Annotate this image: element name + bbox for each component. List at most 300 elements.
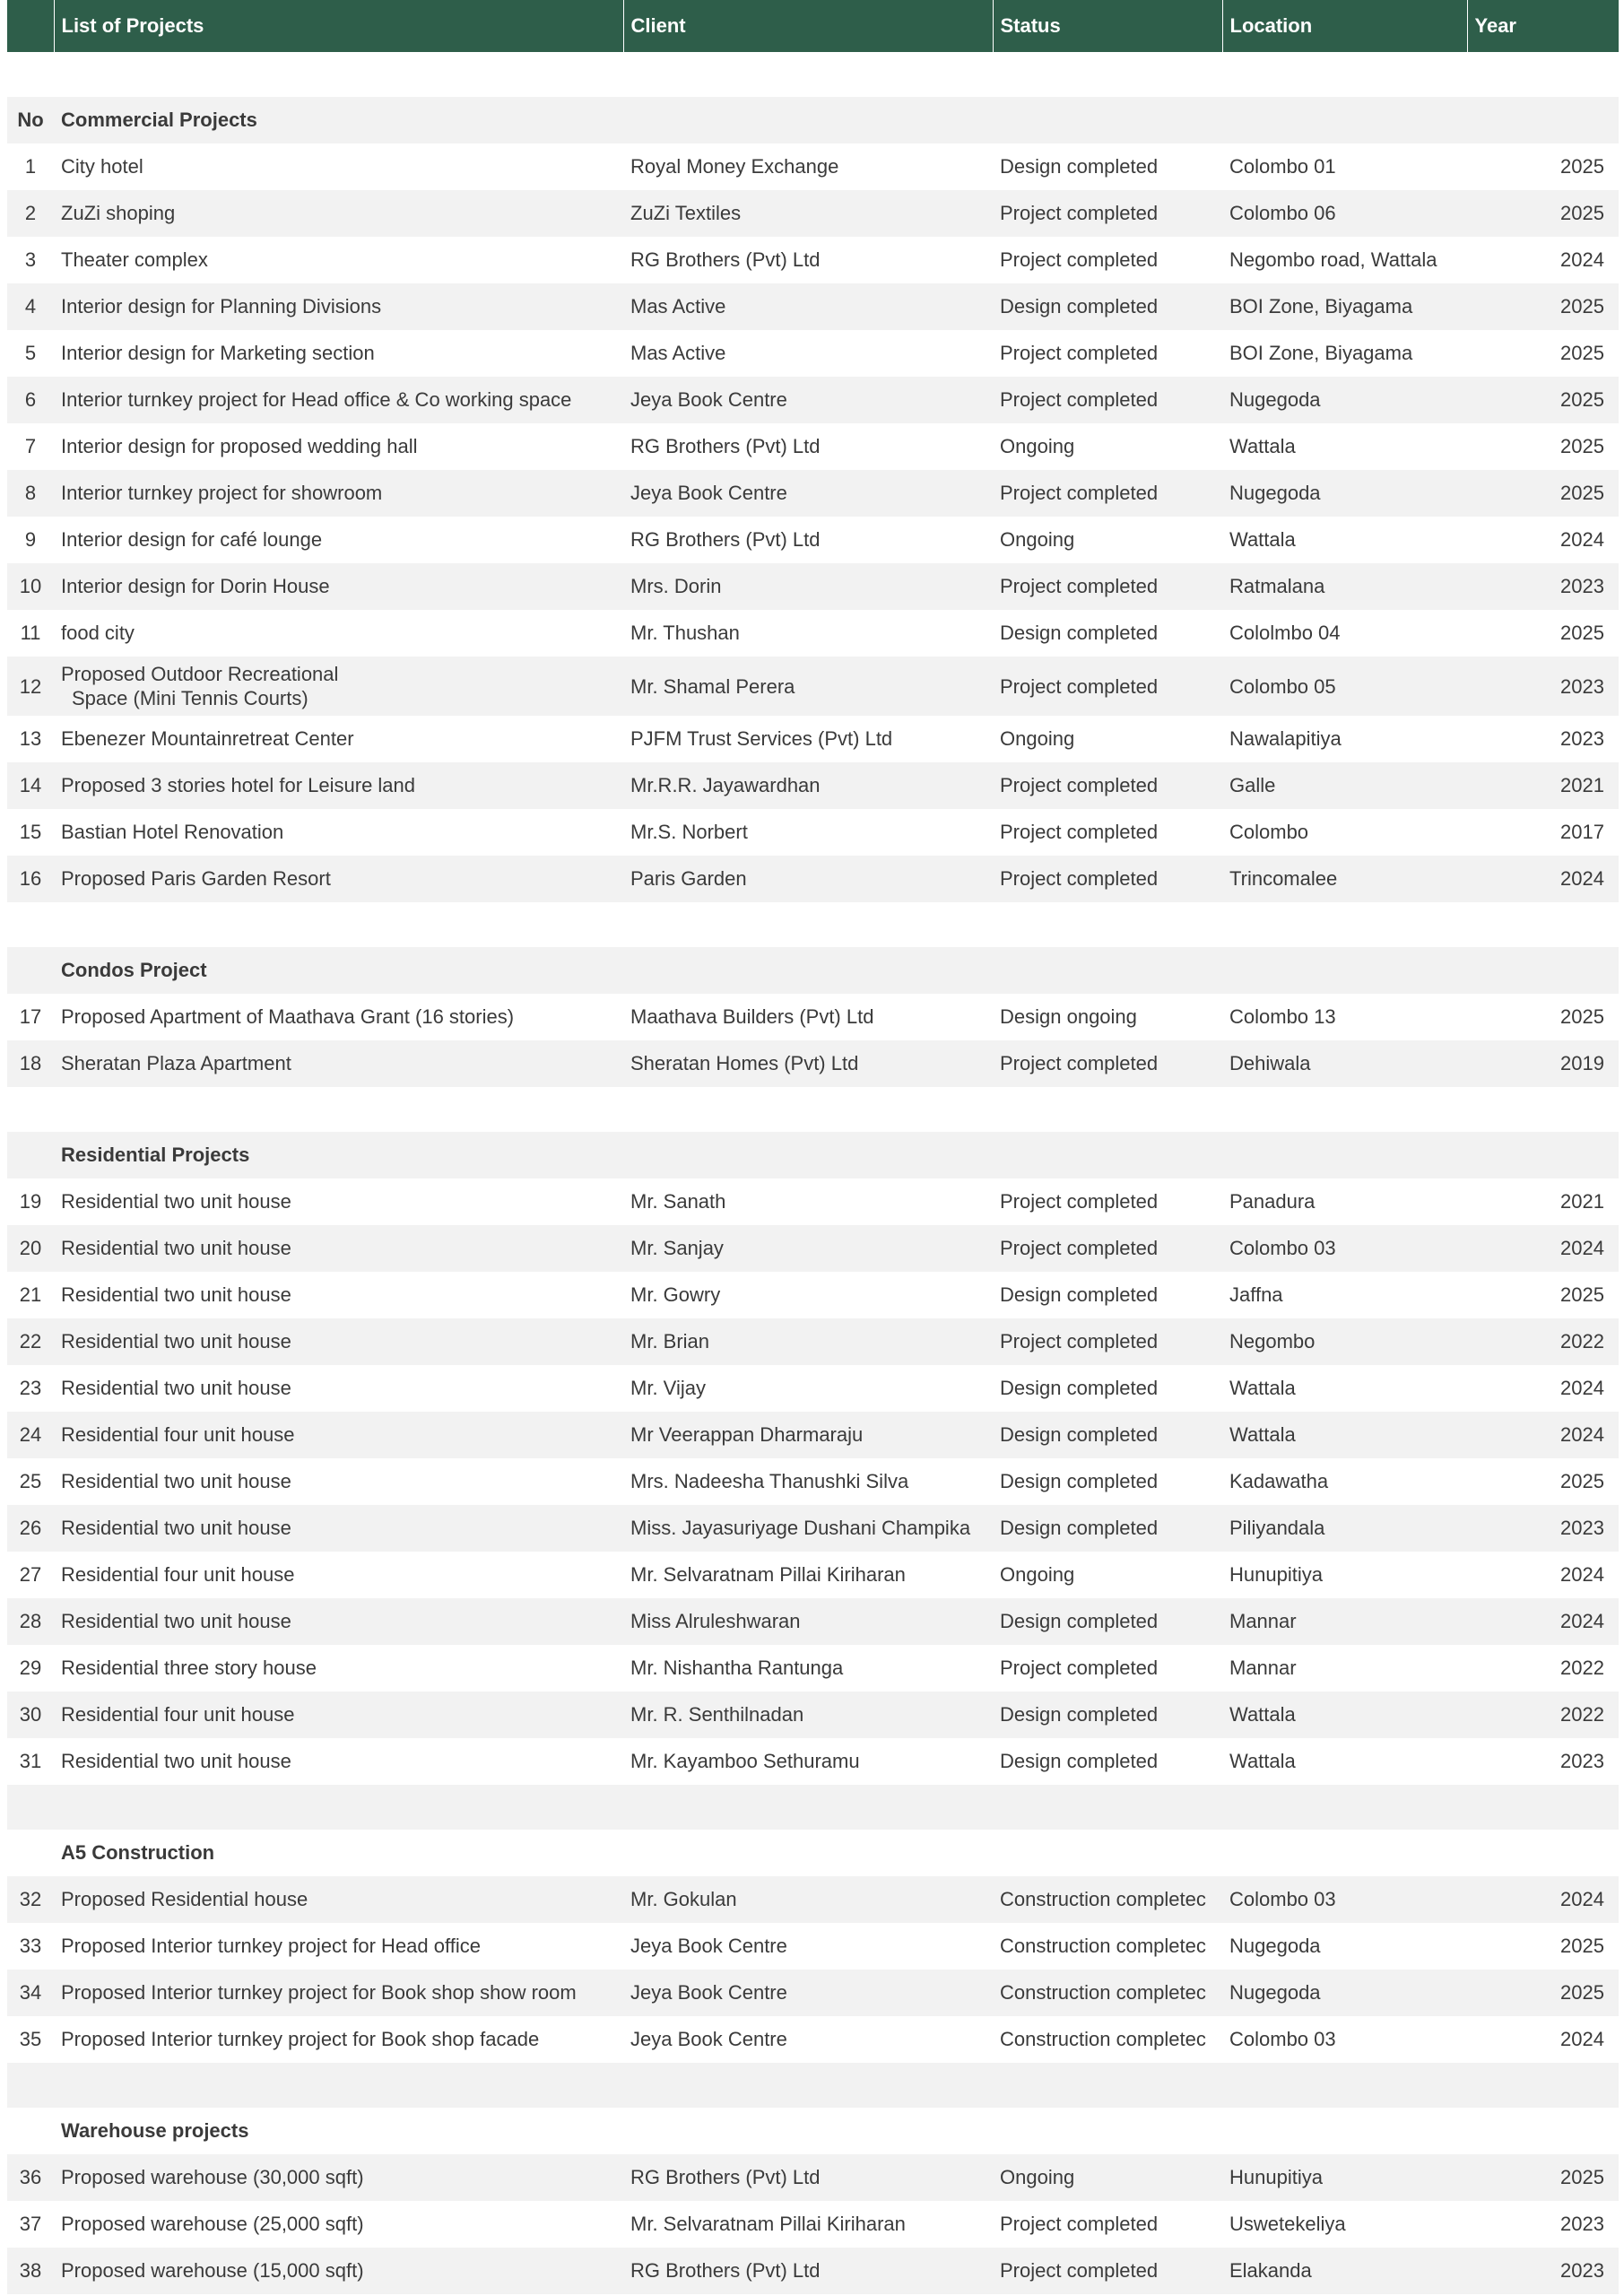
table-row xyxy=(7,1318,1619,1365)
project-year: 2025 xyxy=(1467,1923,1619,1970)
project-location: Hunupitiya xyxy=(1222,1552,1467,1598)
project-name: Bastian Hotel Renovation xyxy=(54,809,623,856)
spacer-cell xyxy=(7,1785,1619,1830)
table-row xyxy=(7,517,1619,563)
project-status: Design completed xyxy=(993,144,1222,190)
spacer-cell xyxy=(7,52,1619,97)
row-number: 32 xyxy=(7,1876,54,1923)
table-row xyxy=(7,237,1619,283)
row-number: 6 xyxy=(7,377,54,423)
project-location: Ratmalana xyxy=(1222,563,1467,610)
project-location: Colombo 05 xyxy=(1222,657,1467,716)
project-location: Nugegoda xyxy=(1222,1970,1467,2016)
project-year: 2021 xyxy=(1467,1178,1619,1225)
row-number: 29 xyxy=(7,1645,54,1692)
project-year: 2025 xyxy=(1467,423,1619,470)
table-row xyxy=(7,2248,1619,2294)
table-row xyxy=(7,330,1619,377)
project-name-line: Proposed Outdoor Recreational xyxy=(61,663,339,685)
project-status: Ongoing xyxy=(993,423,1222,470)
project-location: Trincomalee xyxy=(1222,856,1467,902)
project-status: Construction completec xyxy=(993,1876,1222,1923)
project-location: Cololmbo 04 xyxy=(1222,610,1467,657)
spacer-cell xyxy=(7,902,1619,947)
table-row xyxy=(7,2201,1619,2248)
client-name: RG Brothers (Pvt) Ltd xyxy=(623,237,993,283)
project-year: 2025 xyxy=(1467,144,1619,190)
project-location: Wattala xyxy=(1222,517,1467,563)
table-body xyxy=(7,52,1619,2294)
project-location: Mannar xyxy=(1222,1598,1467,1645)
row-number: 11 xyxy=(7,610,54,657)
project-year: 2025 xyxy=(1467,1272,1619,1318)
project-name: Interior turnkey project for showroom xyxy=(54,470,623,517)
section-no-label xyxy=(7,2108,54,2154)
row-number: 18 xyxy=(7,1040,54,1087)
project-location: Nugegoda xyxy=(1222,1923,1467,1970)
project-name: Residential four unit house xyxy=(54,1412,623,1458)
project-name: Proposed Interior turnkey project for Book shop show room xyxy=(54,1970,623,2016)
project-name: Ebenezer Mountainretreat Center xyxy=(54,716,623,762)
section-header xyxy=(7,2108,1619,2154)
project-status: Construction completec xyxy=(993,2016,1222,2063)
project-status: Project completed xyxy=(993,2201,1222,2248)
project-name: Residential two unit house xyxy=(54,1365,623,1412)
project-status: Project completed xyxy=(993,1225,1222,1272)
project-location: Panadura xyxy=(1222,1178,1467,1225)
header-status: Status xyxy=(993,0,1222,52)
spacer-cell xyxy=(7,2063,1619,2108)
project-name: Interior design for Planning Divisions xyxy=(54,283,623,330)
client-name: Maathava Builders (Pvt) Ltd xyxy=(623,994,993,1040)
project-status: Project completed xyxy=(993,470,1222,517)
row-number: 10 xyxy=(7,563,54,610)
table-row xyxy=(7,1645,1619,1692)
spacer-row xyxy=(7,2063,1619,2108)
project-year: 2023 xyxy=(1467,716,1619,762)
row-number: 3 xyxy=(7,237,54,283)
project-status: Project completed xyxy=(993,657,1222,716)
project-name: Proposed Apartment of Maathava Grant (16 stories) xyxy=(54,994,623,1040)
project-year: 2024 xyxy=(1467,1225,1619,1272)
table-row xyxy=(7,1598,1619,1645)
client-name: Mr. R. Senthilnadan xyxy=(623,1692,993,1738)
table-row xyxy=(7,563,1619,610)
project-status: Project completed xyxy=(993,563,1222,610)
project-status: Ongoing xyxy=(993,2154,1222,2201)
project-status: Design completed xyxy=(993,610,1222,657)
header-row xyxy=(7,0,1619,52)
section-title: Residential Projects xyxy=(54,1132,1619,1178)
client-name: Mr. Thushan xyxy=(623,610,993,657)
client-name: Mr. Nishantha Rantunga xyxy=(623,1645,993,1692)
project-year: 2023 xyxy=(1467,1505,1619,1552)
table-row xyxy=(7,144,1619,190)
row-number: 23 xyxy=(7,1365,54,1412)
project-location: Wattala xyxy=(1222,1365,1467,1412)
project-location: Wattala xyxy=(1222,1692,1467,1738)
project-status: Design completed xyxy=(993,1505,1222,1552)
table-row xyxy=(7,1876,1619,1923)
project-year: 2024 xyxy=(1467,1876,1619,1923)
project-name: Proposed Interior turnkey project for Head office xyxy=(54,1923,623,1970)
project-status: Construction completec xyxy=(993,1970,1222,2016)
header-no xyxy=(7,0,54,52)
project-year: 2025 xyxy=(1467,1458,1619,1505)
table-row xyxy=(7,1365,1619,1412)
table-row xyxy=(7,190,1619,237)
client-name: RG Brothers (Pvt) Ltd xyxy=(623,2154,993,2201)
project-year: 2025 xyxy=(1467,330,1619,377)
client-name: Mr Veerappan Dharmaraju xyxy=(623,1412,993,1458)
project-location: Nugegoda xyxy=(1222,470,1467,517)
project-location: Colombo xyxy=(1222,809,1467,856)
project-year: 2024 xyxy=(1467,237,1619,283)
table-row xyxy=(7,1178,1619,1225)
table-row xyxy=(7,470,1619,517)
project-status: Project completed xyxy=(993,377,1222,423)
client-name: Miss. Jayasuriyage Dushani Champika xyxy=(623,1505,993,1552)
project-status: Design completed xyxy=(993,1738,1222,1785)
client-name: RG Brothers (Pvt) Ltd xyxy=(623,2248,993,2294)
project-name: Sheratan Plaza Apartment xyxy=(54,1040,623,1087)
project-year: 2017 xyxy=(1467,809,1619,856)
spacer-row xyxy=(7,902,1619,947)
project-year: 2023 xyxy=(1467,1738,1619,1785)
project-year: 2024 xyxy=(1467,1598,1619,1645)
project-name: Residential two unit house xyxy=(54,1505,623,1552)
client-name: Mr.R.R. Jayawardhan xyxy=(623,762,993,809)
project-status: Design completed xyxy=(993,1365,1222,1412)
project-year: 2025 xyxy=(1467,190,1619,237)
project-name: Proposed Paris Garden Resort xyxy=(54,856,623,902)
row-number: 35 xyxy=(7,2016,54,2063)
header-client: Client xyxy=(623,0,993,52)
section-no-label xyxy=(7,1132,54,1178)
table-row xyxy=(7,994,1619,1040)
row-number: 28 xyxy=(7,1598,54,1645)
table-row xyxy=(7,809,1619,856)
project-status: Project completed xyxy=(993,1178,1222,1225)
row-number: 5 xyxy=(7,330,54,377)
row-number: 19 xyxy=(7,1178,54,1225)
table-row xyxy=(7,610,1619,657)
table-row xyxy=(7,657,1619,716)
row-number: 24 xyxy=(7,1412,54,1458)
project-name: food city xyxy=(54,610,623,657)
project-year: 2024 xyxy=(1467,1552,1619,1598)
project-status: Design completed xyxy=(993,283,1222,330)
project-location: Wattala xyxy=(1222,1412,1467,1458)
project-name: Proposed Interior turnkey project for Book shop facade xyxy=(54,2016,623,2063)
row-number: 13 xyxy=(7,716,54,762)
project-year: 2025 xyxy=(1467,283,1619,330)
table-row xyxy=(7,2154,1619,2201)
project-name: Interior design for Dorin House xyxy=(54,563,623,610)
table-row xyxy=(7,762,1619,809)
project-status: Project completed xyxy=(993,190,1222,237)
row-number: 9 xyxy=(7,517,54,563)
client-name: Mr. Shamal Perera xyxy=(623,657,993,716)
spacer-cell xyxy=(7,1087,1619,1132)
table-row xyxy=(7,1040,1619,1087)
client-name: Mas Active xyxy=(623,283,993,330)
table-row xyxy=(7,1552,1619,1598)
row-number: 7 xyxy=(7,423,54,470)
project-name: Residential two unit house xyxy=(54,1178,623,1225)
row-number: 14 xyxy=(7,762,54,809)
project-location: BOI Zone, Biyagama xyxy=(1222,330,1467,377)
project-status: Design completed xyxy=(993,1412,1222,1458)
projects-table xyxy=(7,0,1619,2294)
client-name: Mrs. Dorin xyxy=(623,563,993,610)
project-status: Construction completec xyxy=(993,1923,1222,1970)
client-name: Mr. Vijay xyxy=(623,1365,993,1412)
project-status: Project completed xyxy=(993,237,1222,283)
spacer-row xyxy=(7,52,1619,97)
project-status: Project completed xyxy=(993,762,1222,809)
client-name: Mr. Brian xyxy=(623,1318,993,1365)
project-name xyxy=(54,657,623,716)
table-row xyxy=(7,1692,1619,1738)
project-year: 2019 xyxy=(1467,1040,1619,1087)
client-name: RG Brothers (Pvt) Ltd xyxy=(623,517,993,563)
row-number: 17 xyxy=(7,994,54,1040)
project-status: Ongoing xyxy=(993,517,1222,563)
row-number: 30 xyxy=(7,1692,54,1738)
project-location: Jaffna xyxy=(1222,1272,1467,1318)
project-location: Kadawatha xyxy=(1222,1458,1467,1505)
client-name: Royal Money Exchange xyxy=(623,144,993,190)
project-status: Design completed xyxy=(993,1598,1222,1645)
project-year: 2024 xyxy=(1467,1365,1619,1412)
row-number: 26 xyxy=(7,1505,54,1552)
project-location: Colombo 01 xyxy=(1222,144,1467,190)
project-year: 2021 xyxy=(1467,762,1619,809)
project-name: Proposed 3 stories hotel for Leisure land xyxy=(54,762,623,809)
project-location: Hunupitiya xyxy=(1222,2154,1467,2201)
project-year: 2024 xyxy=(1467,856,1619,902)
client-name: Paris Garden xyxy=(623,856,993,902)
project-location: Dehiwala xyxy=(1222,1040,1467,1087)
table-row xyxy=(7,377,1619,423)
project-year: 2022 xyxy=(1467,1692,1619,1738)
header-year: Year xyxy=(1467,0,1619,52)
spacer-row xyxy=(7,1087,1619,1132)
table-row xyxy=(7,716,1619,762)
table-row xyxy=(7,1272,1619,1318)
table-row xyxy=(7,283,1619,330)
project-name-line: Space (Mini Tennis Courts) xyxy=(72,687,308,709)
client-name: Mr. Selvaratnam Pillai Kiriharan xyxy=(623,2201,993,2248)
row-number: 20 xyxy=(7,1225,54,1272)
project-location: Uswetekeliya xyxy=(1222,2201,1467,2248)
client-name: Mrs. Nadeesha Thanushki Silva xyxy=(623,1458,993,1505)
table-row xyxy=(7,1412,1619,1458)
project-name: Interior design for proposed wedding hall xyxy=(54,423,623,470)
table-row xyxy=(7,1458,1619,1505)
client-name: Jeya Book Centre xyxy=(623,1970,993,2016)
row-number: 33 xyxy=(7,1923,54,1970)
client-name: Jeya Book Centre xyxy=(623,377,993,423)
table-row xyxy=(7,1225,1619,1272)
row-number: 36 xyxy=(7,2154,54,2201)
row-number: 22 xyxy=(7,1318,54,1365)
project-location: Colombo 03 xyxy=(1222,1225,1467,1272)
client-name: Sheratan Homes (Pvt) Ltd xyxy=(623,1040,993,1087)
project-location: Wattala xyxy=(1222,1738,1467,1785)
project-location: Colombo 06 xyxy=(1222,190,1467,237)
project-status: Design completed xyxy=(993,1458,1222,1505)
client-name: Jeya Book Centre xyxy=(623,2016,993,2063)
project-status: Project completed xyxy=(993,1040,1222,1087)
project-name: Residential two unit house xyxy=(54,1598,623,1645)
section-header xyxy=(7,1132,1619,1178)
project-location: BOI Zone, Biyagama xyxy=(1222,283,1467,330)
project-status: Design completed xyxy=(993,1692,1222,1738)
project-status: Project completed xyxy=(993,1318,1222,1365)
row-number: 12 xyxy=(7,657,54,716)
project-location: Colombo 03 xyxy=(1222,1876,1467,1923)
project-name: Residential four unit house xyxy=(54,1692,623,1738)
section-no-label xyxy=(7,947,54,994)
section-no-label: No xyxy=(7,97,54,144)
project-year: 2023 xyxy=(1467,563,1619,610)
client-name: RG Brothers (Pvt) Ltd xyxy=(623,423,993,470)
section-title: Warehouse projects xyxy=(54,2108,1619,2154)
table-row xyxy=(7,856,1619,902)
client-name: Mr. Gokulan xyxy=(623,1876,993,1923)
section-header xyxy=(7,1830,1619,1876)
project-location: Nawalapitiya xyxy=(1222,716,1467,762)
project-status: Design ongoing xyxy=(993,994,1222,1040)
project-location: Wattala xyxy=(1222,423,1467,470)
project-year: 2023 xyxy=(1467,2248,1619,2294)
project-location: Negombo road, Wattala xyxy=(1222,237,1467,283)
project-location: Elakanda xyxy=(1222,2248,1467,2294)
client-name: Mr.S. Norbert xyxy=(623,809,993,856)
project-location: Colombo 13 xyxy=(1222,994,1467,1040)
project-name: City hotel xyxy=(54,144,623,190)
row-number: 4 xyxy=(7,283,54,330)
row-number: 37 xyxy=(7,2201,54,2248)
table-row xyxy=(7,423,1619,470)
project-location: Galle xyxy=(1222,762,1467,809)
project-name: Residential two unit house xyxy=(54,1318,623,1365)
project-year: 2022 xyxy=(1467,1645,1619,1692)
project-status: Design completed xyxy=(993,1272,1222,1318)
project-year: 2023 xyxy=(1467,2201,1619,2248)
section-header xyxy=(7,947,1619,994)
table-row xyxy=(7,1738,1619,1785)
project-name: Proposed warehouse (30,000 sqft) xyxy=(54,2154,623,2201)
section-title: A5 Construction xyxy=(54,1830,1619,1876)
project-year: 2024 xyxy=(1467,2016,1619,2063)
project-year: 2024 xyxy=(1467,517,1619,563)
project-status: Project completed xyxy=(993,809,1222,856)
table-row xyxy=(7,1970,1619,2016)
row-number: 21 xyxy=(7,1272,54,1318)
row-number: 2 xyxy=(7,190,54,237)
project-location: Negombo xyxy=(1222,1318,1467,1365)
client-name: Mr. Selvaratnam Pillai Kiriharan xyxy=(623,1552,993,1598)
project-status: Ongoing xyxy=(993,716,1222,762)
project-name: Proposed warehouse (25,000 sqft) xyxy=(54,2201,623,2248)
project-year: 2025 xyxy=(1467,1970,1619,2016)
section-no-label xyxy=(7,1830,54,1876)
header-location: Location xyxy=(1222,0,1467,52)
client-name: ZuZi Textiles xyxy=(623,190,993,237)
row-number: 34 xyxy=(7,1970,54,2016)
project-year: 2025 xyxy=(1467,610,1619,657)
project-name: Interior design for café lounge xyxy=(54,517,623,563)
project-name: Theater complex xyxy=(54,237,623,283)
project-year: 2023 xyxy=(1467,657,1619,716)
row-number: 31 xyxy=(7,1738,54,1785)
section-title: Commercial Projects xyxy=(54,97,1619,144)
project-year: 2025 xyxy=(1467,2154,1619,2201)
project-name: Interior design for Marketing section xyxy=(54,330,623,377)
row-number: 27 xyxy=(7,1552,54,1598)
table-row xyxy=(7,1923,1619,1970)
section-header xyxy=(7,97,1619,144)
project-year: 2025 xyxy=(1467,377,1619,423)
section-title: Condos Project xyxy=(54,947,1619,994)
project-location: Piliyandala xyxy=(1222,1505,1467,1552)
project-status: Ongoing xyxy=(993,1552,1222,1598)
client-name: Miss Alruleshwaran xyxy=(623,1598,993,1645)
project-status: Project completed xyxy=(993,2248,1222,2294)
table-row xyxy=(7,1505,1619,1552)
project-name: Residential three story house xyxy=(54,1645,623,1692)
client-name: Mr. Sanjay xyxy=(623,1225,993,1272)
row-number: 38 xyxy=(7,2248,54,2294)
row-number: 16 xyxy=(7,856,54,902)
project-location: Mannar xyxy=(1222,1645,1467,1692)
project-name: Residential two unit house xyxy=(54,1272,623,1318)
project-name: Residential two unit house xyxy=(54,1458,623,1505)
row-number: 25 xyxy=(7,1458,54,1505)
project-name: Proposed Residential house xyxy=(54,1876,623,1923)
client-name: Mr. Gowry xyxy=(623,1272,993,1318)
header-project: List of Projects xyxy=(54,0,623,52)
project-location: Nugegoda xyxy=(1222,377,1467,423)
table-row xyxy=(7,2016,1619,2063)
project-status: Project completed xyxy=(993,856,1222,902)
row-number: 1 xyxy=(7,144,54,190)
client-name: Mr. Sanath xyxy=(623,1178,993,1225)
project-name: Residential two unit house xyxy=(54,1738,623,1785)
project-year: 2024 xyxy=(1467,1412,1619,1458)
client-name: Jeya Book Centre xyxy=(623,470,993,517)
row-number: 15 xyxy=(7,809,54,856)
project-name: ZuZi shoping xyxy=(54,190,623,237)
project-name: Residential four unit house xyxy=(54,1552,623,1598)
project-location: Colombo 03 xyxy=(1222,2016,1467,2063)
project-year: 2022 xyxy=(1467,1318,1619,1365)
project-year: 2025 xyxy=(1467,994,1619,1040)
spacer-row xyxy=(7,1785,1619,1830)
project-name: Proposed warehouse (15,000 sqft) xyxy=(54,2248,623,2294)
client-name: Mr. Kayamboo Sethuramu xyxy=(623,1738,993,1785)
client-name: Jeya Book Centre xyxy=(623,1923,993,1970)
project-status: Project completed xyxy=(993,330,1222,377)
project-name: Interior turnkey project for Head office & Co working space xyxy=(54,377,623,423)
client-name: Mas Active xyxy=(623,330,993,377)
client-name: PJFM Trust Services (Pvt) Ltd xyxy=(623,716,993,762)
row-number: 8 xyxy=(7,470,54,517)
project-year: 2025 xyxy=(1467,470,1619,517)
